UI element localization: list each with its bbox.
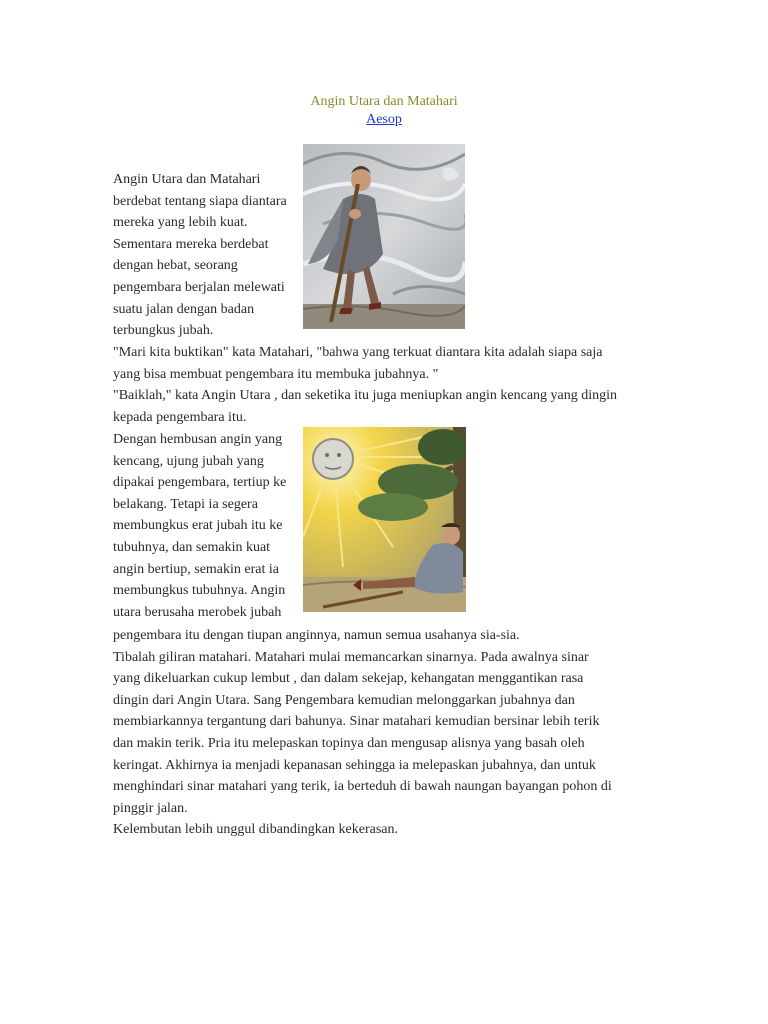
text-line: Dengan hembusan angin yang	[113, 432, 283, 447]
paragraph-intro	[113, 169, 303, 342]
paragraph-wind	[113, 429, 303, 623]
text-line: menghindari sinar matahari yang terik, ia berteduh di bawah naungan bayangan pohon di	[113, 779, 612, 795]
text-line: dipakai pengembara, tertiup ke	[113, 475, 287, 491]
text-line: belakang. Tetapi ia segera	[113, 496, 258, 512]
text-line: "Mari kita buktikan" kata Matahari, "bahwa yang terkuat diantara kita adalah siapa saja	[113, 345, 603, 360]
traveler-in-wind-illustration	[303, 144, 465, 329]
text-line: terbungkus jubah.	[113, 323, 214, 339]
text-line: pengembara berjalan melewati	[113, 279, 285, 295]
text-line: dengan hebat, seorang	[113, 258, 238, 274]
moral-line: Kelembutan lebih unggul dibandingkan kekerasan.	[113, 822, 398, 838]
text-line: membiarkannya tergantung dari bahunya. Sinar matahari kemudian bersinar lebih terik	[113, 714, 600, 730]
traveler-under-sun-illustration	[303, 427, 466, 612]
text-line: Angin Utara dan Matahari	[113, 172, 261, 187]
text-line: dingin dari Angin Utara. Sang Pengembara kemudian melonggarkan jubahnya dan	[113, 692, 575, 708]
text-line: Sementara mereka berdebat	[113, 236, 269, 252]
text-line: dan makin terik. Pria itu melepaskan topinya dan mengusap alisnya yang basah oleh	[113, 735, 585, 751]
text-line: Tibalah giliran matahari. Matahari mulai memancarkan sinarnya. Pada awalnya sinar	[113, 649, 589, 665]
text-line: angin bertiup, semakin erat ia	[113, 561, 279, 577]
text-line: membungkus erat jubah itu ke	[113, 518, 283, 534]
text-line: pinggir jalan.	[113, 800, 188, 816]
text-line: berdebat tentang siapa diantara	[113, 193, 287, 209]
text-line: pengembara itu dengan tiupan anginnya, namun semua usahanya sia-sia.	[113, 628, 520, 643]
text-line: keringat. Akhirnya ia menjadi kepanasan sehingga ia melepaskan jubahnya, dan untuk	[113, 757, 596, 773]
text-line: tubuhnya, dan semakin kuat	[113, 539, 271, 555]
text-line: membungkus tubuhnya. Angin	[113, 583, 286, 599]
text-line: mereka yang lebih kuat.	[113, 215, 248, 231]
text-line: suatu jalan dengan badan	[113, 301, 255, 317]
story-title: Angin Utara dan Matahari	[310, 94, 458, 109]
text-line: kencang, ujung jubah yang	[113, 453, 264, 469]
paragraph-sun	[113, 625, 673, 841]
text-line: yang dikeluarkan cukup lembut , dan dalam sekejap, kehangatan menggantikan rasa	[113, 671, 584, 687]
text-line: kepada pengembara itu.	[113, 409, 247, 425]
text-line: "Baiklah," kata Angin Utara , dan seketika itu juga meniupkan angin kencang yang dingin	[113, 388, 618, 404]
paragraph-dialogue	[113, 342, 673, 428]
text-line: yang bisa membuat pengembara itu membuka jubahnya. "	[113, 366, 439, 382]
author-link[interactable]: Aesop	[366, 112, 402, 127]
text-line: utara berusaha merobek jubah	[113, 604, 282, 620]
